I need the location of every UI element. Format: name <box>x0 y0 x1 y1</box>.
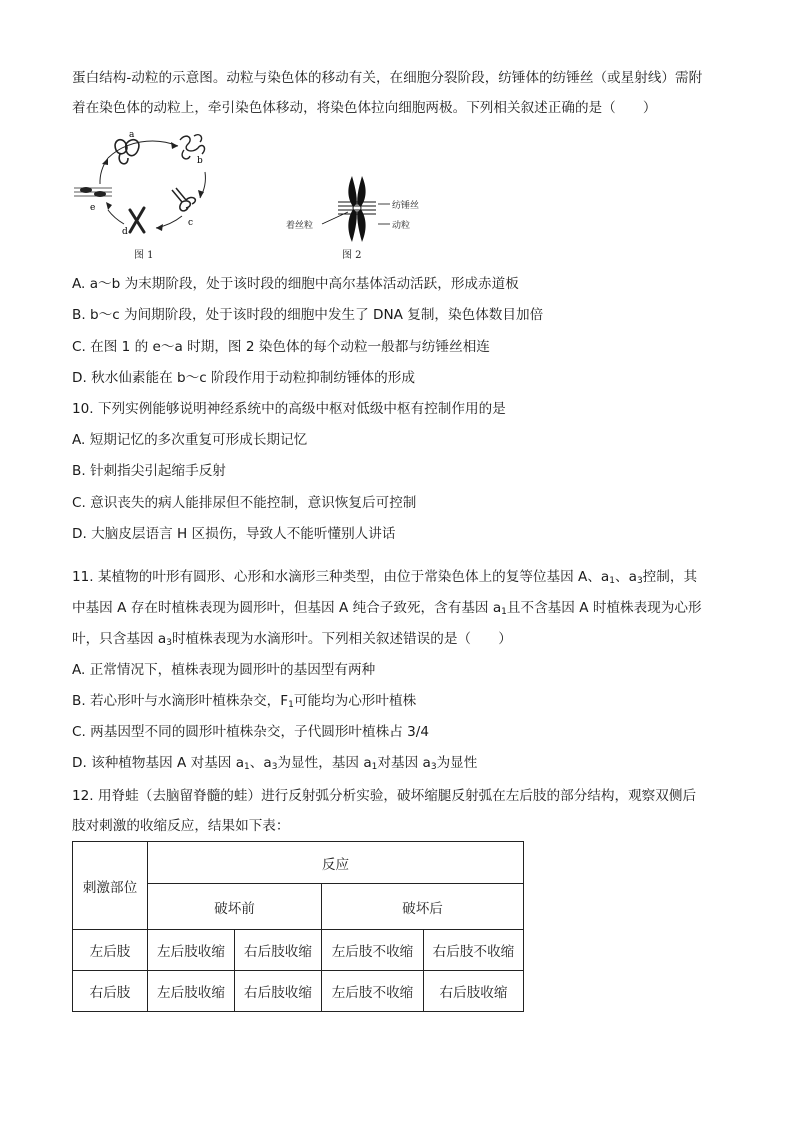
table-cell: 右后肢收缩 <box>235 971 322 1012</box>
arrow-head-cd <box>156 224 163 231</box>
chromosome-e <box>74 187 112 197</box>
table-row <box>73 930 524 971</box>
row-stimulus-site: 左后肢 <box>73 930 148 971</box>
label-kinetochore: 动粒 <box>392 221 411 231</box>
arrow-head-ab <box>171 142 178 149</box>
chromosome-d <box>130 208 144 232</box>
intro-line-2: 着在染色体的动粒上，牵引染色体移动，将染色体拉向细胞两极。下列相关叙述正确的是（ ） <box>72 100 657 116</box>
figure-1-caption: 图 1 <box>134 250 154 261</box>
row-stimulus-site: 右后肢 <box>73 971 148 1012</box>
q10-option-b: B. 针刺指尖引起缩手反射 <box>72 463 226 479</box>
table-cell: 左后肢收缩 <box>148 930 235 971</box>
table-cell: 左后肢不收缩 <box>322 971 424 1012</box>
cycle-arc-ab <box>108 141 178 158</box>
table-row <box>73 971 524 1012</box>
q11-option-d: D. 该种植物基因 A 对基因 $a_1$、$a_3$为显性，基因 $a_1$对基因 $a_3$为显性 <box>72 755 478 772</box>
label-c: c <box>188 218 194 228</box>
q11-option-b: B. 若心形叶与水滴形叶植株杂交，$F_1$可能均为心形叶植株 <box>72 693 417 710</box>
q9-option-c: C. 在图 1 的 e～a 时期，图 2 染色体的每个动粒一般都与纺锤丝相连 <box>72 339 490 355</box>
cycle-arc-de <box>108 210 124 224</box>
label-d: d <box>122 227 128 237</box>
q10-option-c: C. 意识丧失的病人能排尿但不能控制，意识恢复后可控制 <box>72 495 417 511</box>
label-spindle-fiber: 纺锤丝 <box>392 201 420 211</box>
reflex-result-table <box>72 841 524 1012</box>
arrow-head-ea <box>102 158 108 165</box>
q11-stem-line-1: 11. 某植物的叶形有圆形、心形和水滴形三种类型，由位于常染色体上的复等位基因 A、$a_1$、$a_3$控制，其 <box>72 569 698 586</box>
q10-option-d: D. 大脑皮层语言 H 区损伤，导致人不能听懂别人讲话 <box>72 526 396 542</box>
label-a: a <box>129 130 135 140</box>
table-cell: 右后肢收缩 <box>424 971 524 1012</box>
label-b: b <box>197 156 203 166</box>
intro-line-1: 蛋白结构-动粒的示意图。动粒与染色体的移动有关，在细胞分裂阶段，纺锤体的纺锤丝（或星射线）需附 <box>72 70 703 86</box>
centromere <box>353 204 361 212</box>
q11-stem-line-2: 中基因 A 存在时植株表现为圆形叶，但基因 A 纯合子致死，含有基因 $a_1$且不含基因 A 时植株表现为心形 <box>72 600 702 617</box>
header-stimulus-site: 刺激部位 <box>73 842 148 930</box>
q12-stem-line-2: 肢对刺激的收缩反应，结果如下表： <box>72 818 290 834</box>
header-before-damage: 破坏前 <box>148 884 322 930</box>
q11-option-a: A. 正常情况下，植株表现为圆形叶的基因型有两种 <box>72 662 376 678</box>
q9-option-d: D. 秋水仙素能在 b～c 阶段作用于动粒抑制纺锤体的形成 <box>72 370 415 386</box>
table-cell: 左后肢收缩 <box>148 971 235 1012</box>
figure-1-cell-cycle <box>72 128 232 246</box>
figure-2-caption: 图 2 <box>342 250 362 261</box>
label-e: e <box>90 203 96 213</box>
table-cell: 右后肢不收缩 <box>424 930 524 971</box>
table-cell: 右后肢收缩 <box>235 930 322 971</box>
arrow-head-de <box>106 202 112 210</box>
leader-centromere <box>322 212 348 224</box>
q12-stem-line-1: 12. 用脊蛙（去脑留脊髓的蛙）进行反射弧分析实验，破坏缩腿反射弧在左后肢的部分结构，观察双侧后 <box>72 788 697 804</box>
q9-option-a: A. a～b 为末期阶段，处于该时段的细胞中高尔基体活动活跃，形成赤道板 <box>72 276 519 292</box>
label-centromere: 着丝粒 <box>286 221 314 231</box>
chromosome-c <box>172 188 195 211</box>
header-after-damage: 破坏后 <box>322 884 524 930</box>
q10-option-a: A. 短期记忆的多次重复可形成长期记忆 <box>72 432 308 448</box>
q11-stem-line-3: 叶，只含基因 $a_3$时植株表现为水滴形叶。下列相关叙述错误的是（ ） <box>72 631 512 648</box>
q11-option-c: C. 两基因型不同的圆形叶植株杂交，子代圆形叶植株占 3/4 <box>72 724 429 740</box>
table-cell: 左后肢不收缩 <box>322 930 424 971</box>
header-reaction: 反应 <box>148 842 524 884</box>
q10-stem: 10. 下列实例能够说明神经系统中的高级中枢对低级中枢有控制作用的是 <box>72 401 506 417</box>
q9-option-b: B. b～c 为间期阶段，处于该时段的细胞中发生了 DNA 复制，染色体数目加倍 <box>72 307 544 323</box>
